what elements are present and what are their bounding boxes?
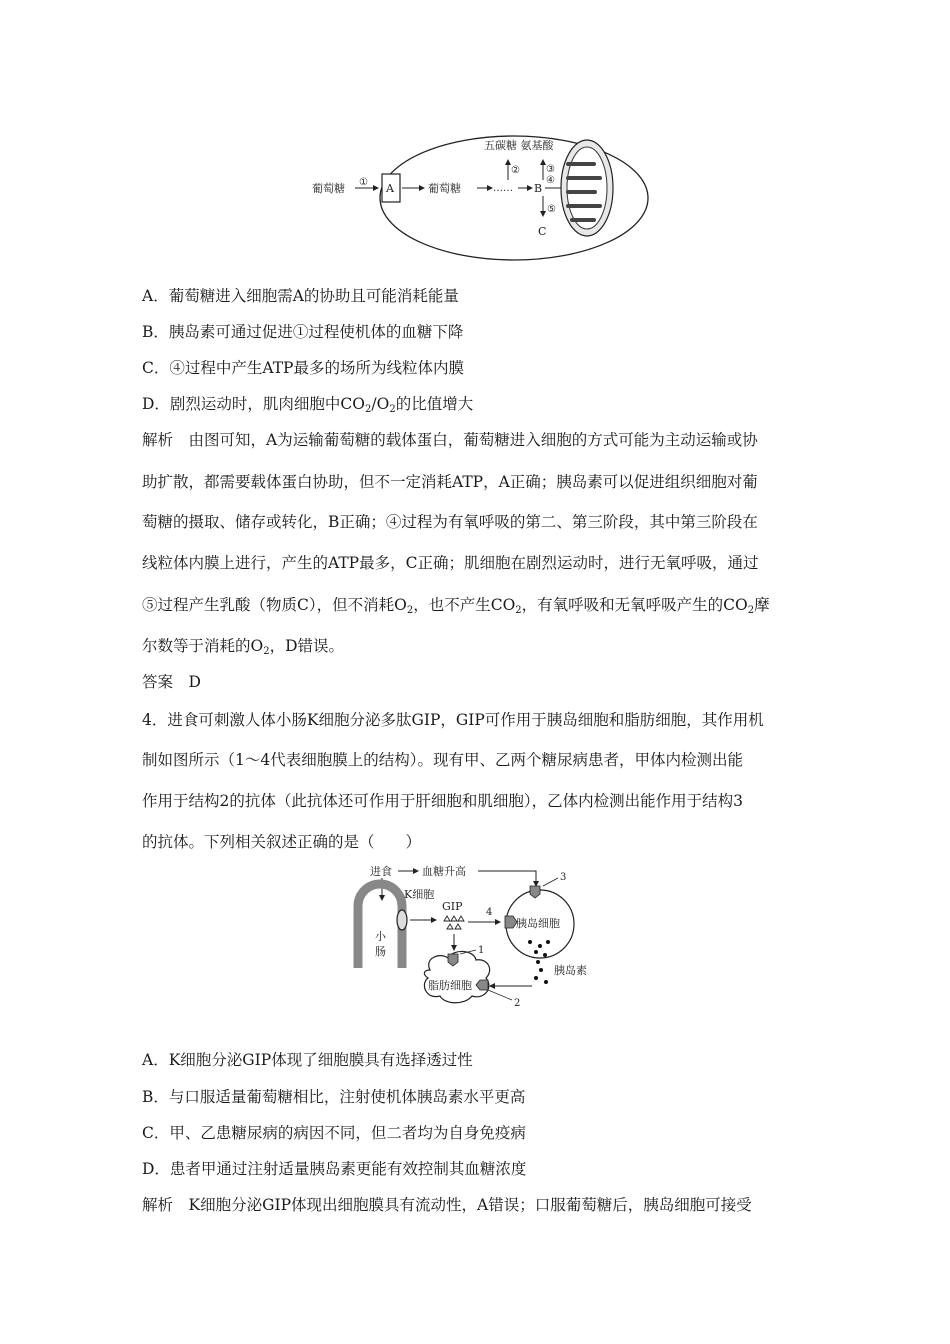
islet-cell-label: 胰岛细胞 <box>516 917 560 930</box>
insulin-label: 胰岛素 <box>554 964 587 977</box>
q3-option-b: B．胰岛素可通过促进①过程使机体的血糖下降 <box>142 323 464 341</box>
q3-analysis-l5-a: ⑤过程产生乳酸（物质C），但不消耗O <box>142 596 407 614</box>
node-b-label: B <box>534 182 543 195</box>
eating-label: 进食 <box>370 865 392 878</box>
q3-analysis-l5-d: 摩 <box>754 596 770 614</box>
q3-option-d-sub1: 2 <box>365 404 372 415</box>
q3-analysis-line-1: 解析 由图可知，A为运输葡萄糖的载体蛋白，葡萄糖进入细胞的方式可能为主动运输或协 <box>142 431 758 449</box>
glucose-outside-label: 葡萄糖 <box>312 182 345 195</box>
q3-option-d-sub2: 2 <box>389 404 396 415</box>
q4-analysis-line-1: 解析 K细胞分泌GIP体现出细胞膜具有流动性，A错误；口服葡萄糖后，胰岛细胞可接受 <box>142 1196 752 1214</box>
q3-analysis-l6-a: 尔数等于消耗的O <box>142 637 264 655</box>
gip-label: GIP <box>442 900 463 913</box>
q3-answer: 答案 D <box>142 673 201 691</box>
k-cell-label: K细胞 <box>404 888 435 901</box>
node-c-label: C <box>538 225 547 238</box>
q4-stem-line-1: 4．进食可刺激人体小肠K细胞分泌多肽GIP，GIP可作用于胰岛细胞和脂肪细胞，其作用机 <box>142 711 764 729</box>
fat-cell-label: 脂肪细胞 <box>428 979 472 992</box>
q4-option-b: B．与口服适量葡萄糖相比，注射使机体胰岛素水平更高 <box>142 1088 526 1106</box>
q4-stem-line-3: 作用于结构2的抗体（此抗体还可作用于肝细胞和肌细胞），乙体内检测出能作用于结构3 <box>142 792 743 810</box>
q4-stem-line-2: 制如图所示（1～4代表细胞膜上的结构）。现有甲、乙两个糖尿病患者，甲体内检测出能 <box>142 751 743 769</box>
carrier-label: A <box>386 182 394 195</box>
q3-analysis-l5-b: ，也不产生CO <box>413 596 516 614</box>
step4-label: ④ <box>546 175 555 186</box>
q4-stem-line-4: 的抗体。下列相关叙述正确的是（ ） <box>142 833 422 851</box>
mitochondrion <box>561 140 613 236</box>
q3-analysis-l5-s2: 2 <box>515 605 522 616</box>
q3-analysis-l5-c: ，有氧呼吸和无氧呼吸产生的CO <box>521 596 748 614</box>
q3-option-d-pre: D．剧烈运动时，肌肉细胞中CO <box>142 395 365 413</box>
q3-option-d <box>142 394 822 414</box>
gip-mechanism-diagram <box>340 858 610 1018</box>
q3-option-d-mid: /O <box>371 395 390 413</box>
arrow-sugar-to-islet <box>478 871 536 886</box>
glucose-inside-label: 葡萄糖 <box>428 182 461 195</box>
q3-analysis-line-2: 助扩散，都需要载体蛋白协助，但不一定消耗ATP，A正确；胰岛素可以促进组织细胞对葡 <box>142 473 758 491</box>
pentose-amino-label: 五碳糖 氨基酸 <box>484 139 554 152</box>
q3-analysis-line-4: 线粒体内膜上进行，产生的ATP最多，C正确；肌细胞在剧烈运动时，进行无氧呼吸，通过 <box>142 554 759 572</box>
q3-analysis-line-3: 萄糖的摄取、储存或转化，B正确；④过程为有氧呼吸的第二、第三阶段，其中第三阶段在 <box>142 513 758 531</box>
step2-label: ② <box>511 165 520 176</box>
q3-analysis-l6-s1: 2 <box>263 646 270 657</box>
step5-label: ⑤ <box>547 204 556 215</box>
q3-analysis-l6-b: ，D错误。 <box>269 637 345 655</box>
num4-label: 4 <box>486 907 493 918</box>
glucose-metabolism-diagram <box>300 128 660 268</box>
gip-molecules <box>444 916 464 929</box>
q3-option-a: A．葡萄糖进入细胞需A的协助且可能消耗能量 <box>142 287 459 305</box>
k-cell <box>397 910 407 930</box>
q4-option-c: C．甲、乙患糖尿病的病因不同，但二者均为自身免疫病 <box>142 1124 526 1142</box>
q4-option-d: D．患者甲通过注射适量胰岛素更能有效控制其血糖浓度 <box>142 1160 527 1178</box>
num3-label: 3 <box>560 872 567 883</box>
blood-sugar-rise-label: 血糖升高 <box>422 865 466 878</box>
q3-option-c: C．④过程中产生ATP最多的场所为线粒体内膜 <box>142 359 464 377</box>
q3-analysis-l5-s3: 2 <box>747 605 755 616</box>
q3-analysis-line-5 <box>142 595 822 615</box>
step3-label: ③ <box>546 164 555 175</box>
dots-label: …… <box>493 183 513 194</box>
small-intestine-label-2: 肠 <box>375 945 386 958</box>
q3-option-d-post: 的比值增大 <box>395 395 474 413</box>
num1-label: 1 <box>478 945 485 956</box>
q4-option-a: A．K细胞分泌GIP体现了细胞膜具有选择透过性 <box>142 1051 473 1069</box>
small-intestine-label-1: 小 <box>375 930 386 943</box>
step1-label: ① <box>359 177 368 188</box>
q3-analysis-line-6 <box>142 636 822 656</box>
q3-analysis-l5-s1: 2 <box>406 605 414 616</box>
num2-label: 2 <box>514 998 521 1009</box>
